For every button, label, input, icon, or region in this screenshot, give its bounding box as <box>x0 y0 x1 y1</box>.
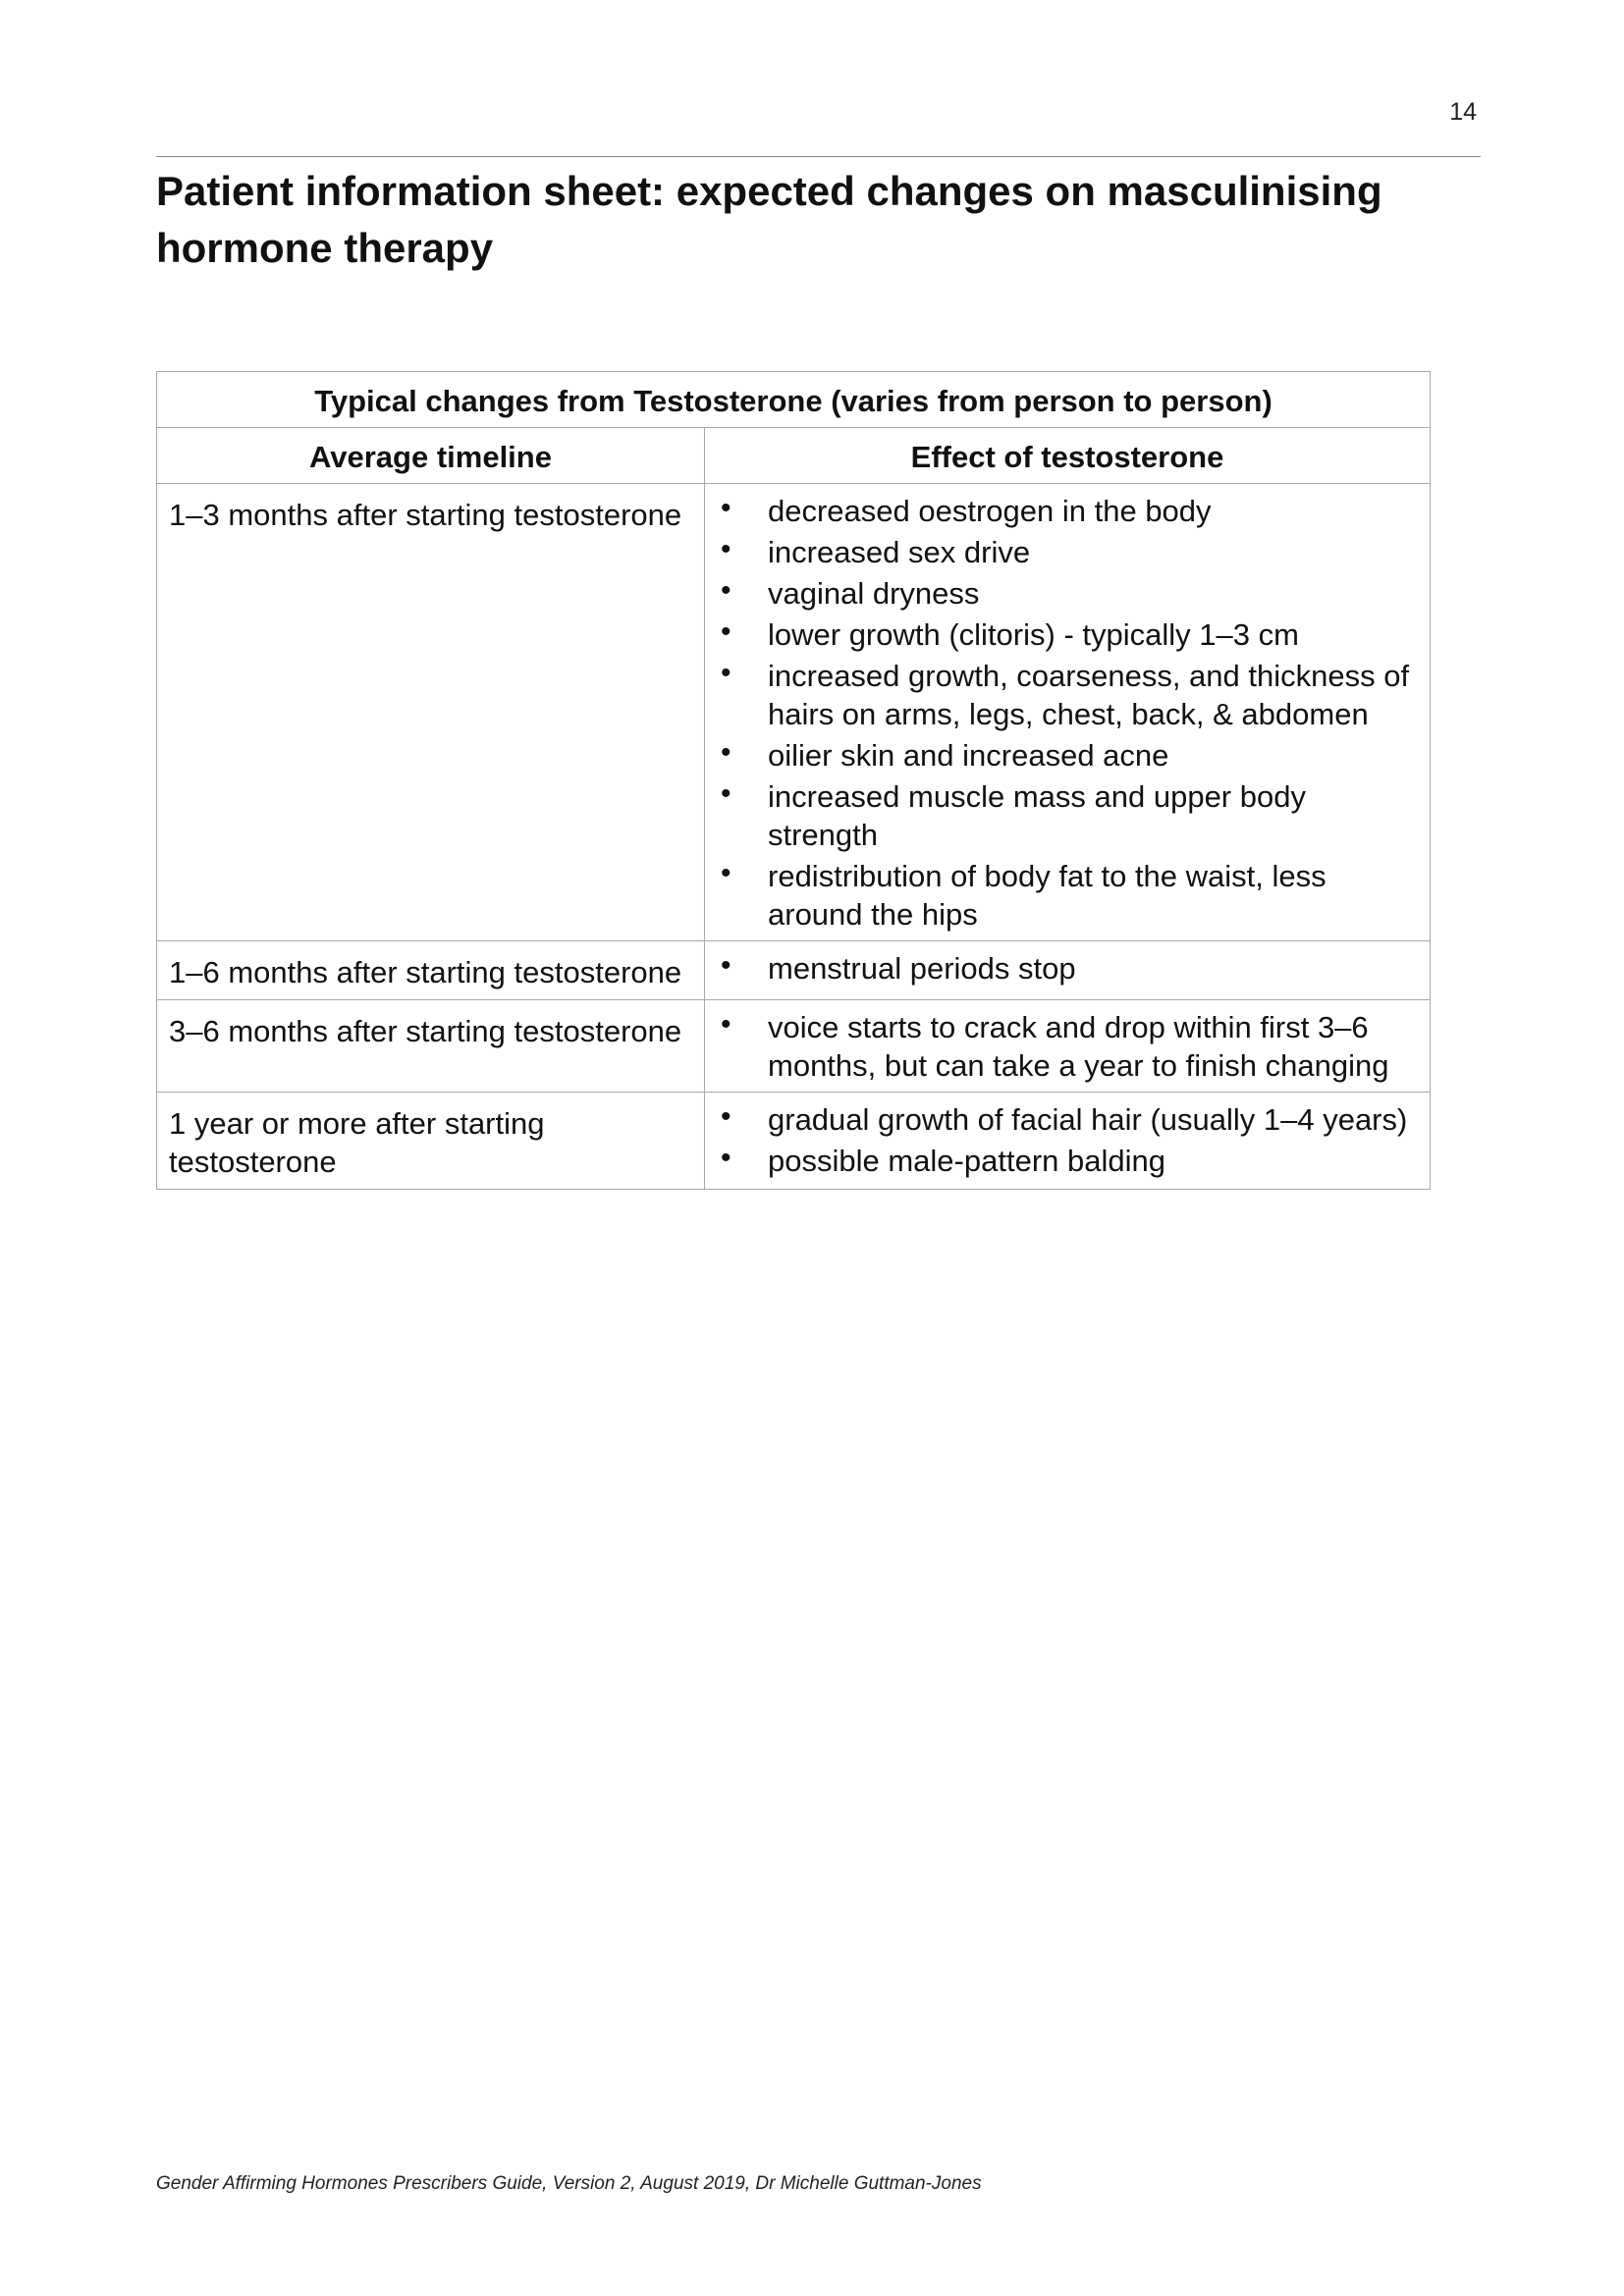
effects-list <box>717 492 1416 934</box>
header-effect: Effect of testosterone <box>705 428 1431 484</box>
table-body <box>157 484 1431 1190</box>
effects-cell <box>705 484 1431 941</box>
table-row <box>157 1000 1431 1093</box>
table-caption-row <box>157 372 1431 428</box>
effects-cell <box>705 1000 1431 1093</box>
timeline-cell: 1 year or more after starting testosterone <box>157 1093 705 1190</box>
effect-list-item: • increased sex drive <box>717 533 1416 571</box>
page-title: Patient information sheet: expected changes on masculinising hormone therapy <box>156 168 1382 271</box>
header-rule <box>156 156 1481 157</box>
table-header-row <box>157 428 1431 484</box>
effect-list-item: • menstrual periods stop <box>717 949 1416 988</box>
effects-list <box>717 1008 1416 1085</box>
page-number: 14 <box>1449 98 1477 126</box>
header-timeline: Average timeline <box>157 428 705 484</box>
timeline-cell: 1–3 months after starting testosterone <box>157 484 705 941</box>
effects-cell <box>705 1093 1431 1190</box>
table-caption: Typical changes from Testosterone (varies from person to person) <box>157 372 1431 428</box>
timeline-cell: 3–6 months after starting testosterone <box>157 1000 705 1093</box>
effect-list-item: • oilier skin and increased acne <box>717 736 1416 774</box>
footer-citation: Gender Affirming Hormones Prescribers Guide, Version 2, August 2019, Dr Michelle Guttman-Jones <box>156 2173 982 2194</box>
effect-list-item: • decreased oestrogen in the body <box>717 492 1416 530</box>
changes-table <box>156 371 1431 1190</box>
effects-list <box>717 949 1416 988</box>
effect-list-item: • vaginal dryness <box>717 574 1416 613</box>
effect-list-item: • gradual growth of facial hair (usually 1–4 years) <box>717 1100 1416 1139</box>
effect-list-item: • increased growth, coarseness, and thickness of hairs on arms, legs, chest, back, & abdomen <box>717 657 1416 733</box>
table-row <box>157 484 1431 941</box>
table-row <box>157 941 1431 1000</box>
effects-list <box>717 1100 1416 1180</box>
effects-cell <box>705 941 1431 1000</box>
effect-list-item: • redistribution of body fat to the waist, less around the hips <box>717 857 1416 934</box>
timeline-cell: 1–6 months after starting testosterone <box>157 941 705 1000</box>
effect-list-item: • lower growth (clitoris) - typically 1–3 cm <box>717 615 1416 654</box>
table-row <box>157 1093 1431 1190</box>
changes-table-container <box>156 371 1431 1190</box>
effect-list-item: • increased muscle mass and upper body strength <box>717 777 1416 854</box>
effect-list-item: • possible male-pattern balding <box>717 1142 1416 1180</box>
effect-list-item: • voice starts to crack and drop within first 3–6 months, but can take a year to finish changing <box>717 1008 1416 1085</box>
